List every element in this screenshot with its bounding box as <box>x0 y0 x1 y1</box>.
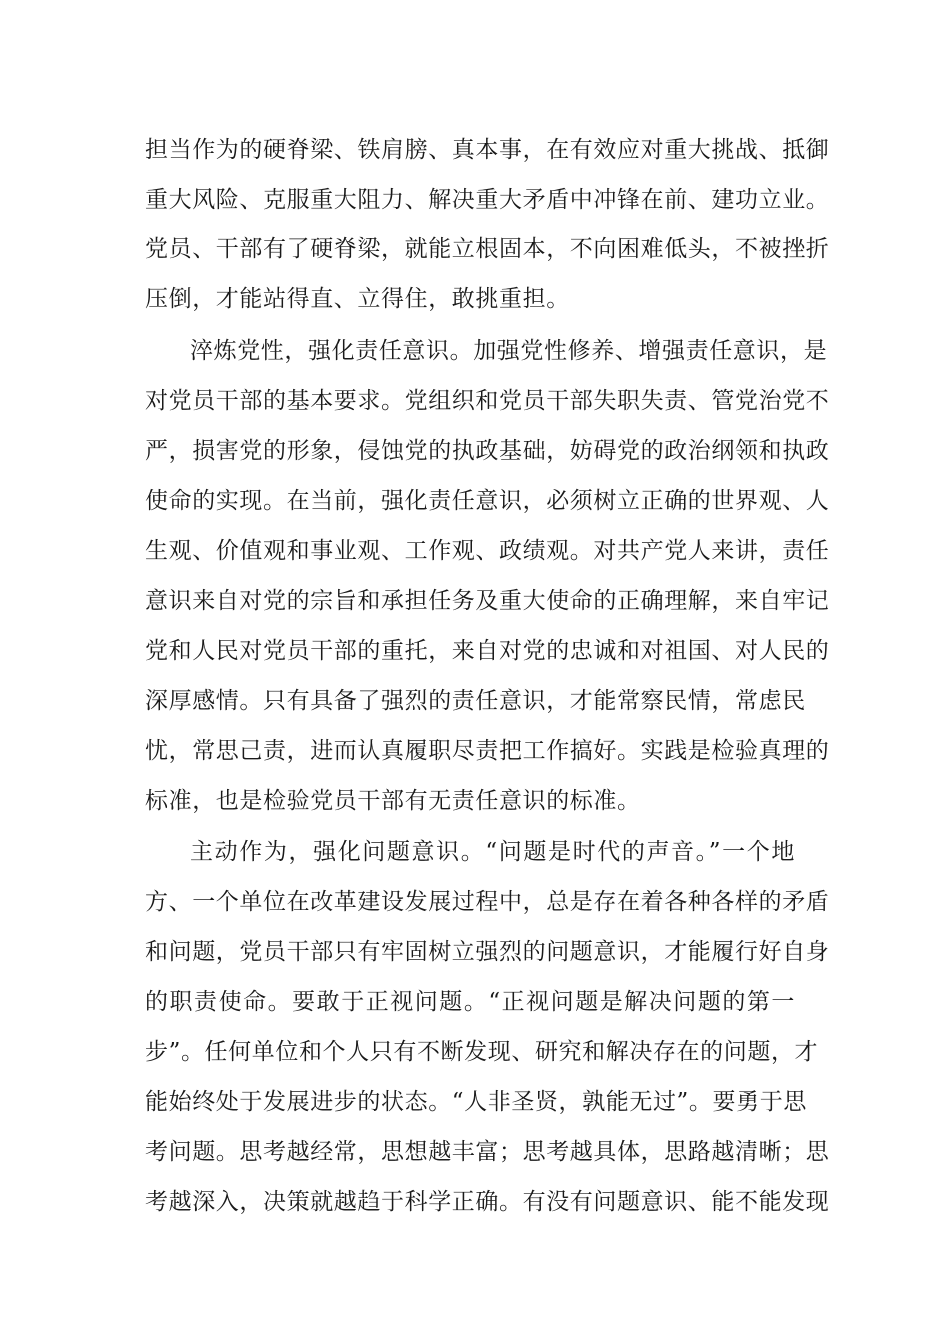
paragraph-line: 压倒，才能站得直、立得住，敢挑重担。 <box>145 286 570 312</box>
paragraph-line: 忧，常思己责，进而认真履职尽责把工作搞好。实践是检验真理的 <box>145 738 830 764</box>
paragraph-line: 党和人民对党员干部的重托，来自对党的忠诚和对祖国、对人民的 <box>145 638 830 664</box>
paragraph-line: 严，损害党的形象，侵蚀党的执政基础，妨碍党的政治纲领和执政 <box>145 438 830 464</box>
paragraph-line: 担当作为的硬脊梁、铁肩膀、真本事，在有效应对重大挑战、抵御 <box>145 137 830 163</box>
paragraph-line: 对党员干部的基本要求。党组织和党员干部失职失责、管党治党不 <box>145 388 830 414</box>
paragraph-line: 重大风险、克服重大阻力、解决重大矛盾中冲锋在前、建功立业。 <box>145 187 830 213</box>
paragraph-line: 党员、干部有了硬脊梁，就能立根固本，不向困难低头，不被挫折 <box>145 236 830 262</box>
paragraph-line: 和问题，党员干部只有牢固树立强烈的问题意识，才能履行好自身 <box>145 939 830 965</box>
paragraph-line: 步”。任何单位和个人只有不断发现、研究和解决存在的问题，才 <box>145 1039 819 1065</box>
paragraph-line: 标准，也是检验党员干部有无责任意识的标准。 <box>145 788 641 814</box>
paragraph-line: 方、一个单位在改革建设发展过程中，总是存在着各种各样的矛盾 <box>145 889 830 915</box>
paragraph-line: 的职责使命。要敢于正视问题。“正视问题是解决问题的第一 <box>145 989 795 1015</box>
paragraph-line: 考问题。思考越经常，思想越丰富；思考越具体，思路越清晰；思 <box>145 1139 830 1165</box>
paragraph-line: 能始终处于发展进步的状态。“人非圣贤，孰能无过”。要勇于思 <box>145 1089 807 1115</box>
paragraph-line: 考越深入，决策就越趋于科学正确。有没有问题意识、能不能发现 <box>145 1189 830 1215</box>
paragraph-line: 主动作为，强化问题意识。“问题是时代的声音。”一个地 <box>190 839 795 865</box>
paragraph-line: 淬炼党性，强化责任意识。加强党性修养、增强责任意识，是 <box>190 338 828 364</box>
paragraph-line: 生观、价值观和事业观、工作观、政绩观。对共产党人来讲，责任 <box>145 538 830 564</box>
paragraph-line: 使命的实现。在当前，强化责任意识，必须树立正确的世界观、人 <box>145 488 830 514</box>
paragraph-line: 意识来自对党的宗旨和承担任务及重大使命的正确理解，来自牢记 <box>145 588 830 614</box>
paragraph-line: 深厚感情。只有具备了强烈的责任意识，才能常察民情，常虑民 <box>145 688 806 714</box>
